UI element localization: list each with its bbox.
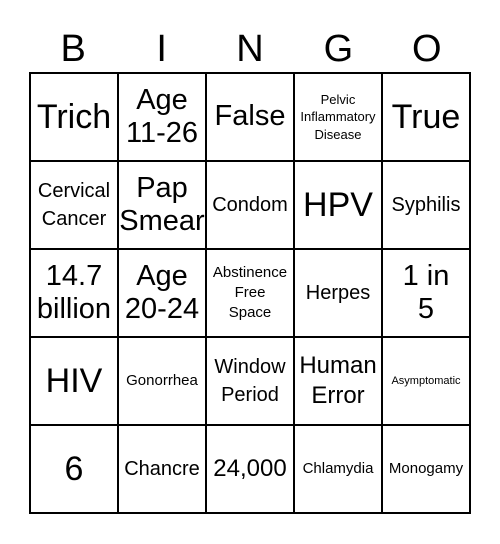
bingo-cell[interactable]: Window Period <box>206 337 294 425</box>
bingo-cell[interactable]: HIV <box>30 337 118 425</box>
bingo-cell[interactable]: Syphilis <box>382 161 470 249</box>
bingo-cell[interactable]: Trich <box>30 73 118 161</box>
bingo-cell[interactable]: 6 <box>30 425 118 513</box>
header-letter-g: G <box>323 28 354 70</box>
header-letter-i: I <box>156 28 167 70</box>
bingo-cell[interactable]: HPV <box>294 161 382 249</box>
bingo-cell[interactable]: Age 20-24 <box>118 249 206 337</box>
header-letter-o: O <box>412 28 442 70</box>
header-letter-n: N <box>236 28 264 70</box>
bingo-card <box>29 72 471 514</box>
bingo-cell[interactable]: Age 11-26 <box>118 73 206 161</box>
bingo-cell[interactable]: True <box>382 73 470 161</box>
bingo-cell[interactable]: 14.7 billion <box>30 249 118 337</box>
bingo-cell[interactable]: Chlamydia <box>294 425 382 513</box>
bingo-cell[interactable]: False <box>206 73 294 161</box>
bingo-cell[interactable]: Monogamy <box>382 425 470 513</box>
bingo-cell[interactable]: Pap Smear <box>118 161 206 249</box>
bingo-cell[interactable]: Pelvic Inflammatory Disease <box>294 73 382 161</box>
bingo-cell[interactable]: Condom <box>206 161 294 249</box>
bingo-cell[interactable]: Chancre <box>118 425 206 513</box>
bingo-cell[interactable]: Gonorrhea <box>118 337 206 425</box>
bingo-cell[interactable]: Human Error <box>294 337 382 425</box>
bingo-cell[interactable]: Asymptomatic <box>382 337 470 425</box>
bingo-cell[interactable]: Abstinence Free Space <box>206 249 294 337</box>
bingo-header <box>29 26 471 72</box>
bingo-cell[interactable]: Herpes <box>294 249 382 337</box>
bingo-cell[interactable]: 1 in 5 <box>382 249 470 337</box>
header-letter-b: B <box>60 28 86 70</box>
bingo-cell[interactable]: 24,000 <box>206 425 294 513</box>
bingo-cell[interactable]: Cervical Cancer <box>30 161 118 249</box>
